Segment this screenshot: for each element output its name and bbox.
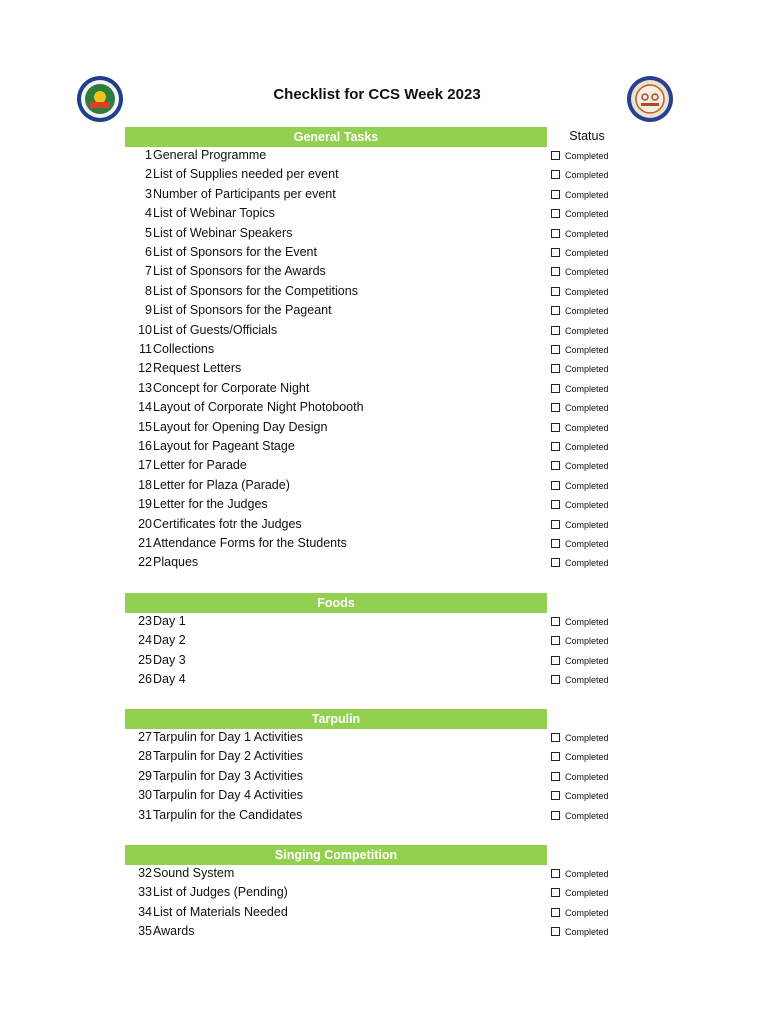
item-number: 3 [145, 186, 152, 201]
completed-checkbox[interactable] [551, 403, 560, 412]
checklist-item [0, 787, 768, 806]
item-label: Plaques [153, 555, 199, 570]
item-number: 26 [138, 672, 152, 687]
completed-label: Completed [565, 383, 609, 394]
checklist-item [0, 283, 768, 302]
checklist-item [0, 147, 768, 166]
checklist-item [0, 438, 768, 457]
completed-checkbox[interactable] [551, 229, 560, 238]
ccs-seal-logo [626, 75, 674, 123]
item-label: List of Sponsors for the Competitions [153, 283, 358, 298]
completed-label: Completed [565, 752, 609, 763]
item-number: 13 [138, 380, 152, 395]
item-number: 19 [138, 497, 152, 512]
item-number: 28 [138, 749, 152, 764]
checklist-item [0, 360, 768, 379]
item-label: Layout for Pageant Stage [153, 439, 295, 453]
completed-checkbox[interactable] [551, 461, 560, 470]
item-label: Attendance Forms for the Students [153, 536, 347, 550]
completed-checkbox[interactable] [551, 364, 560, 373]
item-label: Letter for Parade [153, 458, 247, 473]
completed-label: Completed [565, 422, 609, 433]
completed-label: Completed [565, 325, 609, 336]
checklist-item [0, 729, 768, 748]
completed-label: Completed [565, 480, 609, 491]
completed-label: Completed [565, 345, 609, 355]
checklist-item [0, 632, 768, 651]
completed-label: Completed [565, 655, 609, 666]
item-number: 20 [138, 516, 152, 531]
item-number: 29 [138, 768, 152, 783]
checklist-item [0, 904, 768, 923]
item-number: 18 [138, 477, 152, 492]
item-label: Letter for the Judges [153, 497, 268, 512]
completed-label: Completed [565, 519, 609, 530]
item-label: Certificates fotr the Judges [153, 516, 302, 531]
item-label: List of Sponsors for the Awards [153, 264, 326, 279]
checklist-item [0, 302, 768, 321]
completed-label: Completed [565, 675, 609, 686]
completed-checkbox[interactable] [551, 423, 560, 432]
section-header: Singing Competition [125, 845, 547, 865]
item-number: 10 [138, 322, 152, 337]
completed-checkbox[interactable] [551, 384, 560, 393]
completed-checkbox[interactable] [551, 558, 560, 567]
item-number: 12 [138, 361, 152, 376]
checklist-item [0, 865, 768, 884]
checklist-item [0, 263, 768, 282]
item-label: Sound System [153, 866, 235, 880]
completed-label: Completed [565, 442, 609, 452]
completed-label: Completed [565, 151, 609, 161]
completed-label: Completed [565, 636, 609, 647]
item-label: Tarpulin for Day 4 Activities [153, 788, 304, 803]
completed-label: Completed [565, 539, 609, 549]
item-number: 9 [145, 303, 152, 318]
completed-label: Completed [565, 209, 609, 220]
completed-label: Completed [565, 810, 609, 821]
completed-checkbox[interactable] [551, 927, 560, 936]
checklist-item [0, 535, 768, 554]
completed-checkbox[interactable] [551, 656, 560, 665]
checklist-item [0, 671, 768, 690]
completed-checkbox[interactable] [551, 345, 560, 354]
completed-checkbox[interactable] [551, 888, 560, 897]
item-label: Day 4 [153, 672, 186, 687]
item-number: 2 [145, 167, 152, 182]
item-label: List of Judges (Pending) [153, 885, 288, 900]
completed-checkbox[interactable] [551, 209, 560, 218]
item-label: Tarpulin for Day 2 Activities [153, 749, 304, 764]
completed-checkbox[interactable] [551, 539, 560, 548]
checklist-item [0, 341, 768, 360]
item-number: 7 [145, 264, 152, 279]
completed-checkbox[interactable] [551, 248, 560, 257]
completed-label: Completed [565, 248, 609, 258]
completed-checkbox[interactable] [551, 908, 560, 917]
completed-label: Completed [565, 888, 609, 899]
checklist-item [0, 884, 768, 903]
item-number: 24 [138, 633, 152, 648]
checklist-item [0, 496, 768, 515]
item-number: 21 [138, 536, 152, 550]
checklist-item [0, 477, 768, 496]
completed-label: Completed [565, 364, 609, 375]
completed-checkbox[interactable] [551, 287, 560, 296]
item-number: 15 [138, 419, 152, 434]
completed-label: Completed [565, 733, 609, 743]
item-label: List of Sponsors for the Event [153, 245, 317, 259]
item-label: Layout of Corporate Night Photobooth [153, 400, 364, 415]
completed-label: Completed [565, 617, 609, 627]
item-label: Layout for Opening Day Design [153, 419, 328, 434]
checklist-item [0, 768, 768, 787]
checklist-item [0, 322, 768, 341]
completed-label: Completed [565, 403, 609, 414]
page-title: Checklist for CCS Week 2023 [273, 86, 481, 103]
item-number: 35 [138, 924, 152, 939]
item-number: 34 [138, 904, 152, 919]
completed-label: Completed [565, 267, 609, 278]
item-label: List of Sponsors for the Pageant [153, 303, 332, 318]
item-label: Day 1 [153, 614, 186, 628]
completed-label: Completed [565, 791, 609, 802]
item-label: Letter for Plaza (Parade) [153, 477, 290, 492]
checklist-item [0, 225, 768, 244]
completed-checkbox[interactable] [551, 869, 560, 878]
checklist-item [0, 923, 768, 942]
completed-checkbox[interactable] [551, 617, 560, 626]
item-number: 5 [145, 225, 152, 240]
completed-label: Completed [565, 771, 609, 782]
completed-checkbox[interactable] [551, 267, 560, 276]
completed-label: Completed [565, 286, 609, 297]
item-label: Number of Participants per event [153, 186, 336, 201]
checklist-item [0, 399, 768, 418]
item-number: 25 [138, 652, 152, 667]
item-number: 4 [145, 206, 152, 221]
item-number: 30 [138, 788, 152, 803]
checklist-item [0, 807, 768, 826]
completed-label: Completed [565, 170, 609, 181]
item-number: 14 [138, 400, 152, 415]
completed-label: Completed [565, 907, 609, 918]
section-header: General Tasks [125, 127, 547, 147]
item-label: List of Supplies needed per event [153, 167, 339, 182]
checklist-item [0, 186, 768, 205]
completed-checkbox[interactable] [551, 791, 560, 800]
item-number: 22 [138, 555, 152, 570]
item-number: 16 [138, 439, 152, 453]
item-label: List of Webinar Speakers [153, 225, 293, 240]
completed-label: Completed [565, 189, 609, 200]
item-number: 6 [145, 245, 152, 259]
item-number: 27 [138, 730, 152, 744]
item-number: 31 [138, 807, 152, 822]
completed-checkbox[interactable] [551, 481, 560, 490]
checklist-item [0, 205, 768, 224]
item-number: 32 [138, 866, 152, 880]
completed-checkbox[interactable] [551, 752, 560, 761]
checklist-item [0, 419, 768, 438]
checklist-item [0, 748, 768, 767]
completed-checkbox[interactable] [551, 306, 560, 315]
item-label: Collections [153, 342, 215, 356]
status-column-header: Status [569, 129, 605, 143]
item-number: 17 [138, 458, 152, 473]
completed-label: Completed [565, 306, 609, 317]
completed-checkbox[interactable] [551, 811, 560, 820]
completed-label: Completed [565, 558, 609, 569]
completed-label: Completed [565, 869, 609, 879]
checklist-item [0, 652, 768, 671]
item-label: Day 3 [153, 652, 186, 667]
item-number: 33 [138, 885, 152, 900]
completed-checkbox[interactable] [551, 733, 560, 742]
item-label: List of Webinar Topics [153, 206, 275, 221]
item-label: List of Materials Needed [153, 904, 288, 919]
section-header: Foods [125, 593, 547, 613]
completed-checkbox[interactable] [551, 326, 560, 335]
item-label: Tarpulin for Day 3 Activities [153, 768, 304, 783]
item-number: 23 [138, 614, 152, 628]
completed-checkbox[interactable] [551, 772, 560, 781]
checklist-item [0, 380, 768, 399]
completed-checkbox[interactable] [551, 675, 560, 684]
checklist-item [0, 244, 768, 263]
checklist-item [0, 166, 768, 185]
item-label: Tarpulin for Day 1 Activities [153, 730, 304, 744]
item-number: 11 [139, 342, 152, 356]
section-header: Tarpulin [125, 709, 547, 729]
completed-checkbox[interactable] [551, 500, 560, 509]
item-label: General Programme [153, 148, 267, 162]
completed-checkbox[interactable] [551, 151, 560, 160]
checklist-item [0, 554, 768, 573]
checklist-item [0, 457, 768, 476]
item-label: Concept for Corporate Night [153, 380, 310, 395]
completed-label: Completed [565, 228, 609, 239]
item-label: Awards [153, 924, 195, 939]
item-label: Tarpulin for the Candidates [153, 807, 303, 822]
item-label: Day 2 [153, 633, 186, 648]
completed-label: Completed [565, 927, 609, 938]
completed-checkbox[interactable] [551, 170, 560, 179]
completed-checkbox[interactable] [551, 442, 560, 451]
checklist-item [0, 516, 768, 535]
item-label: List of Guests/Officials [153, 322, 278, 337]
checklist-item [0, 613, 768, 632]
completed-checkbox[interactable] [551, 636, 560, 645]
item-number: 1 [145, 148, 152, 162]
completed-label: Completed [565, 500, 609, 511]
item-label: Request Letters [153, 361, 242, 376]
item-number: 8 [145, 283, 152, 298]
completed-checkbox[interactable] [551, 190, 560, 199]
completed-checkbox[interactable] [551, 520, 560, 529]
completed-label: Completed [565, 461, 609, 472]
